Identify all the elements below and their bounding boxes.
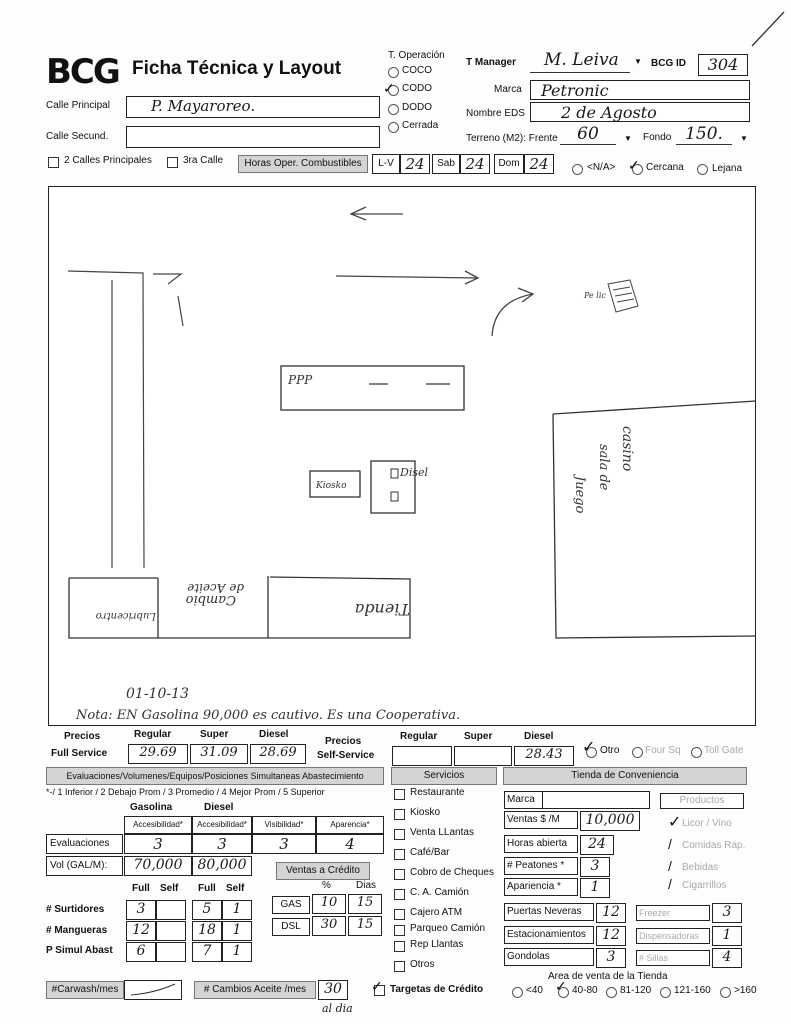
terreno-frente-value: 60 [577, 124, 599, 144]
ps-self-dsl-field[interactable] [222, 942, 252, 962]
vol-gas-field[interactable] [124, 856, 192, 876]
eval-gas-field[interactable] [124, 834, 192, 854]
page-title: Ficha Técnica y Layout [132, 58, 342, 79]
horas-value: 24 [588, 836, 606, 852]
surt-self-dsl-value: 1 [232, 901, 242, 917]
cercana-check-icon: ✓ [628, 157, 640, 173]
full-super-field[interactable] [190, 744, 248, 764]
terreno-frente-field[interactable] [560, 124, 616, 145]
gondolas-label: Gondolas [507, 951, 550, 962]
radio-lejana[interactable] [697, 164, 708, 175]
sab-label: Sab [437, 158, 455, 169]
peatones-label-box [504, 857, 578, 875]
apariencia-value: 1 [590, 879, 600, 895]
calle-secund-field[interactable] [126, 126, 380, 148]
full-regular-value: 29.69 [139, 745, 177, 760]
surtidores-label: # Surtidores [46, 904, 105, 915]
self-gas-header: Self [160, 883, 179, 894]
note-label: Nota: EN Gasolina 90,000 es cautivo. Es una Cooperativa. [76, 708, 461, 723]
prod-label-cigarrillos: Cigarrillos [682, 880, 727, 891]
servicio-label-rep-llantas: Rep Llantas [410, 939, 464, 950]
sala-label: sala de [596, 444, 611, 491]
diesel-label-full: Diesel [259, 729, 289, 740]
horas-oper-button[interactable]: Horas Oper. Combustibles [238, 155, 368, 173]
otro-label: Otro [600, 745, 620, 756]
pen-stroke-icon [748, 8, 788, 50]
bcg-id-label: BCG ID [651, 58, 686, 69]
disel-label: Disel [400, 466, 429, 479]
dsl-dias-value: 15 [356, 917, 374, 932]
area-label-gt160: >160 [734, 985, 757, 996]
marca-label: Marca [494, 84, 522, 95]
pct-label: % [322, 880, 331, 891]
eval-vis-value: 3 [279, 835, 289, 853]
carwash-field[interactable] [124, 980, 182, 1000]
lv-value: 24 [405, 155, 425, 173]
area-radio-gt160[interactable] [720, 987, 731, 998]
gasolina-header: Gasolina [130, 802, 173, 813]
cambios-aceite-button[interactable]: # Cambios Aceite /mes [194, 981, 316, 999]
lubricentro-label: Lubricentro [95, 610, 156, 621]
four-sq-label: Four Sq [645, 745, 681, 756]
fondo-dropdown-icon[interactable]: ▼ [740, 134, 748, 143]
sab-value: 24 [465, 155, 485, 173]
mang-full-gas-field[interactable] [126, 921, 156, 941]
self-dsl-header: Self [226, 883, 245, 894]
horas-label-box [504, 835, 578, 853]
servicio-checkbox-ca-camion[interactable] [394, 889, 405, 900]
self-regular-field[interactable] [392, 746, 452, 766]
gas-dias-field[interactable] [348, 894, 382, 914]
evaluaciones-label-box [46, 834, 123, 854]
bcg-id-value: 304 [707, 55, 739, 74]
ps-self-gas-field[interactable] [156, 942, 186, 962]
puertas-label-box [504, 903, 594, 921]
dispensadoras-label-box [636, 928, 710, 944]
dom-field[interactable] [524, 154, 554, 174]
marca-field[interactable] [530, 80, 750, 100]
comidas-check-icon[interactable]: / [668, 836, 672, 852]
casino-label: casino [619, 426, 635, 472]
self-diesel-field[interactable] [514, 746, 574, 766]
operacion-label: T. Operación [388, 50, 445, 61]
area-label-40-80: 40-80 [572, 985, 598, 996]
op-radio-dodo[interactable] [388, 104, 399, 115]
mang-full-dsl-field[interactable] [192, 921, 222, 941]
servicio-checkbox-restaurante[interactable] [394, 789, 405, 800]
regular-label-full: Regular [134, 729, 172, 740]
area-check-icon: ✓ [555, 978, 567, 994]
toll-gate-label: Toll Gate [704, 745, 744, 756]
super-label-full: Super [200, 729, 229, 740]
acc-gas-label: Accesibilidad* [133, 820, 183, 829]
tarjetas-label: Targetas de Crédito [390, 984, 484, 995]
mangueras-label: # Mangueras [46, 925, 108, 936]
apariencia-label-box [504, 878, 578, 896]
super-label-self: Super [464, 731, 493, 742]
bebidas-check-icon[interactable]: / [668, 858, 672, 874]
puertas-value: 12 [602, 904, 620, 920]
bcg-id-field[interactable] [698, 54, 748, 76]
cambios-note: al dia [322, 1002, 353, 1015]
regular-label-self: Regular [400, 731, 438, 742]
horas-field[interactable] [580, 835, 614, 855]
gas-dias-value: 15 [356, 895, 374, 910]
fondo-field[interactable] [676, 124, 732, 145]
area-radio-lt40[interactable] [512, 987, 523, 998]
freezer-label: Freezer [639, 908, 671, 918]
layout-sketch[interactable] [48, 186, 756, 726]
estac-label: Estacionamientos [507, 929, 586, 940]
diesel-label-self: Diesel [524, 731, 554, 742]
estac-value: 12 [602, 927, 620, 943]
full-diesel-value: 28.69 [259, 745, 297, 760]
mang-self-dsl-value: 1 [232, 922, 242, 938]
ventas-credito-button[interactable]: Ventas a Crédito [276, 862, 370, 880]
peatones-value: 3 [590, 858, 600, 874]
servicio-checkbox-cafe-bar[interactable] [394, 849, 405, 860]
radio-na-label: <N/A> [587, 162, 616, 173]
eval-apar-value: 4 [345, 835, 355, 853]
kiosko-label: Kiosko [316, 481, 347, 491]
scale-legend: *-/ 1 Inferior / 2 Debajo Prom / 3 Promedio / 4 Mejor Prom / 5 Superior [46, 787, 325, 797]
dsl-label-box [272, 918, 310, 936]
check-mark-icon: ✓ [383, 80, 395, 96]
freezer-field[interactable] [712, 903, 742, 923]
juego-label: Juego [572, 476, 587, 514]
estac-field[interactable] [596, 926, 626, 946]
lv-label: L-V [378, 158, 394, 169]
nombre-eds-value: 2 de Agosto [561, 103, 657, 122]
otro-check-icon: ✓ [582, 739, 596, 756]
op-label-coco: COCO [402, 65, 432, 76]
eval-vis-field[interactable] [252, 834, 316, 854]
full-dsl-header: Full [198, 883, 216, 894]
aceite-label: de Aceite [187, 581, 244, 595]
mang-self-gas-field[interactable] [156, 921, 186, 941]
surt-full-gas-value: 3 [136, 901, 146, 917]
servicio-checkbox-cajero-atm[interactable] [394, 909, 405, 920]
paper-label: Pe lic [584, 291, 606, 300]
dos-calles-checkbox[interactable] [48, 157, 59, 168]
servicio-checkbox-otros[interactable] [394, 961, 405, 972]
full-super-value: 31.09 [200, 745, 238, 760]
dispensadoras-label: Dispensadoras [639, 931, 700, 941]
self-diesel-value: 28.43 [525, 747, 563, 762]
precios-full-header: Precios [64, 731, 101, 742]
estac-label-box [504, 926, 594, 944]
servicio-label-otros: Otros [410, 959, 435, 970]
radio-lejana-label: Lejana [712, 163, 743, 174]
fondo-value: 150. [685, 124, 723, 144]
cigarrillos-check-icon[interactable]: / [668, 876, 672, 892]
sillas-label-box [636, 950, 710, 966]
cambio-label: Cambio [185, 592, 236, 607]
ps-full-gas-value: 6 [136, 943, 146, 959]
surt-self-dsl-field[interactable] [222, 900, 252, 920]
vol-label: Vol (GAL/M): [50, 860, 108, 871]
gas-pct-field[interactable] [312, 894, 346, 914]
psimul-label: P Simul Abast [46, 945, 113, 956]
dom-box [494, 154, 524, 174]
gondolas-value: 3 [606, 949, 616, 965]
lv-box [372, 154, 400, 174]
marca-value: Petronic [541, 81, 609, 100]
surt-full-dsl-value: 5 [202, 901, 212, 917]
ventas-label-box [504, 811, 578, 829]
nombre-eds-label: Nombre EDS [466, 108, 525, 119]
dsl-pct-field[interactable] [312, 916, 346, 936]
full-service-label: Full Service [51, 748, 108, 759]
mang-full-gas-value: 12 [132, 922, 150, 938]
toll-gate-radio[interactable] [691, 747, 702, 758]
dsl-credito-label: DSL [281, 921, 301, 932]
eval-apar-field[interactable] [316, 834, 384, 854]
eval-dsl-value: 3 [217, 835, 227, 853]
acc-gas-header [124, 816, 192, 834]
sab-field[interactable] [460, 154, 490, 174]
ventas-field[interactable] [580, 811, 640, 831]
frente-dropdown-icon[interactable]: ▼ [624, 134, 632, 143]
dsl-pct-value: 30 [320, 917, 338, 932]
acc-dsl-header [192, 816, 252, 834]
full-gas-header: Full [132, 883, 150, 894]
date-label: 01-10-13 [126, 686, 189, 702]
gas-credito-label: GAS [280, 899, 302, 910]
tienda-marca-label-box [504, 791, 544, 809]
mang-full-dsl-value: 18 [198, 922, 216, 938]
tienda-button[interactable]: Tienda de Conveniencia [503, 767, 747, 785]
ventas-value: 10,000 [585, 812, 635, 828]
manager-label: T Manager [466, 57, 517, 68]
manager-field[interactable] [530, 50, 630, 73]
sillas-field[interactable] [712, 948, 742, 968]
precios-self-header: Precios [325, 736, 362, 747]
servicio-label-cafe-bar: Café/Bar [410, 847, 450, 858]
servicio-label-venta-llantas: Venta LLantas [410, 827, 474, 838]
ppp-label: PPP [288, 373, 313, 387]
surt-self-gas-field[interactable] [156, 900, 186, 920]
dsl-dias-field[interactable] [348, 916, 382, 936]
tarjetas-check-icon: ✓ [371, 978, 383, 994]
eval-gas-value: 3 [153, 835, 163, 853]
gondolas-field[interactable] [596, 948, 626, 968]
gas-pct-value: 10 [320, 895, 338, 910]
apar-header [316, 816, 384, 834]
calle-secund-label: Calle Secund. [46, 131, 109, 142]
vis-header [252, 816, 316, 834]
dom-label: Dom [498, 158, 520, 169]
carwash-slash-icon [125, 981, 181, 999]
puertas-label: Puertas Neveras [507, 906, 582, 917]
area-label-lt40: <40 [526, 985, 543, 996]
vol-gas-value: 70,000 [133, 857, 183, 873]
tienda-marca-field[interactable] [542, 791, 650, 809]
prod-label-bebidas: Bebidas [682, 862, 719, 873]
diesel-header: Diesel [204, 802, 234, 813]
tercera-calle-label: 3ra Calle [183, 155, 224, 166]
servicio-checkbox-rep-llantas[interactable] [394, 941, 405, 952]
ps-full-gas-field[interactable] [126, 942, 156, 962]
vol-dsl-field[interactable] [192, 856, 252, 876]
servicio-label-cobro-cheques: Cobro de Cheques [410, 867, 494, 878]
ps-full-dsl-field[interactable] [192, 942, 222, 962]
tienda-label: Tienda [354, 600, 410, 619]
area-radio-121-160[interactable] [660, 987, 671, 998]
area-venta-label: Area de venta de la Tienda [548, 971, 668, 982]
licor-check-icon[interactable]: ✓ [668, 814, 682, 831]
servicio-checkbox-parqueo-camion[interactable] [394, 925, 405, 936]
servicio-checkbox-venta-llantas[interactable] [394, 829, 405, 840]
apariencia-field[interactable] [580, 878, 610, 898]
gondolas-label-box [504, 948, 594, 966]
op-label-cerrada: Cerrada [402, 120, 439, 131]
lv-field[interactable] [400, 154, 430, 174]
vol-label-box [46, 856, 123, 876]
puertas-field[interactable] [596, 903, 626, 923]
servicio-label-restaurante: Restaurante [410, 787, 465, 798]
prod-label-licor: Licor / Vino [682, 818, 732, 829]
op-radio-cerrada[interactable] [388, 122, 399, 133]
servicio-label-ca-camion: C. A. Camión [410, 887, 469, 898]
mang-self-dsl-field[interactable] [222, 921, 252, 941]
sillas-value: 4 [722, 949, 732, 965]
gas-label-box [272, 896, 310, 914]
manager-dropdown-icon[interactable]: ▼ [634, 57, 642, 66]
apar-label: Aparencia* [330, 820, 370, 829]
sillas-label: # Sillas [639, 953, 669, 963]
radio-cercana-label: Cercana [646, 162, 684, 173]
sab-box [432, 154, 460, 174]
carwash-button[interactable]: #Carwash/mes [46, 981, 124, 999]
tercera-calle-checkbox[interactable] [167, 157, 178, 168]
fondo-label: Fondo [643, 132, 672, 143]
servicios-button[interactable]: Servicios [391, 767, 497, 785]
prod-label-comidas: Comidas Ráp. [682, 840, 746, 851]
tienda-marca-label: Marca [507, 794, 535, 805]
area-radio-81-120[interactable] [606, 987, 617, 998]
terreno-label: Terreno (M2): Frente [466, 133, 558, 144]
servicio-checkbox-kiosko[interactable] [394, 809, 405, 820]
servicio-label-cajero-atm: Cajero ATM [410, 907, 463, 918]
self-service-label: Self-Service [317, 750, 375, 761]
cambios-value: 30 [324, 981, 342, 997]
servicio-label-kiosko: Kiosko [410, 807, 441, 818]
ventas-label: Ventas $ /M [507, 814, 560, 825]
nombre-eds-field[interactable] [530, 102, 750, 122]
calle-principal-field[interactable] [126, 96, 380, 118]
ps-self-dsl-value: 1 [232, 943, 242, 959]
peatones-label: # Peatones * [507, 860, 565, 871]
apariencia-label: Apariencia * [507, 881, 561, 892]
calle-principal-value: P. Mayaroreo. [151, 97, 256, 115]
ps-full-dsl-value: 7 [202, 943, 212, 959]
productos-label: Productos [679, 795, 725, 806]
productos-button[interactable] [660, 793, 744, 809]
horas-label: Horas abierta [507, 838, 568, 849]
bcg-logo: BCG [46, 52, 119, 92]
full-diesel-field[interactable] [250, 744, 306, 764]
cambios-field[interactable] [318, 980, 348, 1000]
dos-calles-label: 2 Calles Principales [64, 155, 152, 166]
radio-na[interactable] [572, 164, 583, 175]
op-label-codo: CODO [402, 83, 432, 94]
op-label-dodo: DODO [402, 102, 432, 113]
area-label-81-120: 81-120 [620, 985, 652, 996]
area-label-121-160: 121-160 [674, 985, 711, 996]
servicio-label-parqueo-camion: Parqueo Camión [410, 923, 486, 934]
surt-full-dsl-field[interactable] [192, 900, 222, 920]
self-super-field[interactable] [454, 746, 512, 766]
dispensadoras-value: 1 [722, 927, 732, 943]
surt-full-gas-field[interactable] [126, 900, 156, 920]
calle-principal-label: Calle Principal [46, 100, 110, 111]
servicio-checkbox-cobro-cheques[interactable] [394, 869, 405, 880]
peatones-field[interactable] [580, 857, 610, 877]
freezer-value: 3 [722, 904, 732, 920]
vis-label: Visibilidad* [264, 820, 304, 829]
vol-dsl-value: 80,000 [197, 857, 247, 873]
acc-dsl-label: Accesibilidad* [197, 820, 247, 829]
freezer-label-box [636, 905, 710, 921]
eval-dsl-field[interactable] [192, 834, 252, 854]
four-sq-radio[interactable] [632, 747, 643, 758]
evaluaciones-button[interactable]: Evaluaciones/Volumenes/Equipos/Posiciones Simultaneas Abastecimiento [46, 767, 384, 785]
manager-value: M. Leiva [544, 50, 619, 70]
evaluaciones-label: Evaluaciones [50, 838, 110, 849]
dom-value: 24 [529, 155, 549, 173]
dispensadoras-field[interactable] [712, 926, 742, 946]
dias-label: Dias [356, 880, 377, 891]
op-radio-coco[interactable] [388, 67, 399, 78]
full-regular-field[interactable] [128, 744, 188, 764]
